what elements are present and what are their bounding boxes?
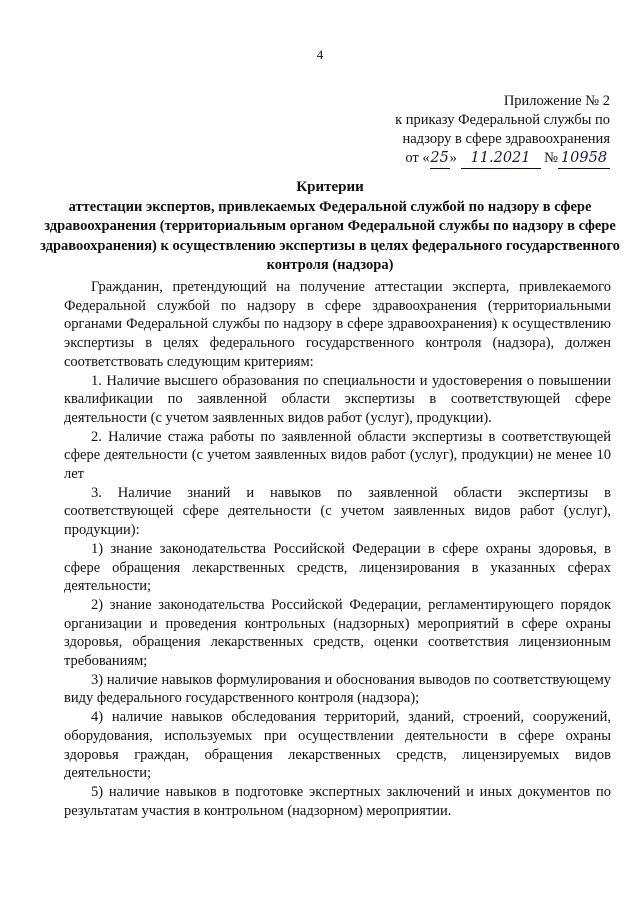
paragraph-subitem-2: 2) знание законодательства Российской Федерации, регламентирующего порядок организации и проведения контрольных (надзорных) мероприятий в сфере охраны здоровья, обращения лекарственных средств, оценки соответствия лицензионным требованиям; bbox=[64, 596, 611, 670]
date-prefix: от « bbox=[405, 150, 430, 166]
paragraph-criterion-3: 3. Наличие знаний и навыков по заявленной области экспертизы в соответствующей сфере деятельности (с учетом заявленных видов работ (услуг), продукции): bbox=[64, 484, 611, 539]
paragraph-criterion-1: 1. Наличие высшего образования по специальности и удостоверения о повышении квалификации по заявленной области экспертизы в соответствующей сфере деятельности (с учетом заявленных видов работ (услуг), продукции). bbox=[64, 372, 611, 426]
heading-subtitle: аттестации экспертов, привлекаемых Федеральной службой по надзору в сфере здравоохранения (территориальным органом Федеральной службы по надзору в сфере здравоохранения) к осуществлению экспертизы в целях федерального государственного контроля (надзора) bbox=[40, 198, 620, 273]
date-mid: » bbox=[449, 150, 457, 166]
document-heading bbox=[40, 178, 620, 276]
document-body bbox=[64, 278, 611, 820]
appendix-block bbox=[360, 92, 610, 169]
handwritten-month-year: 11.2021 bbox=[461, 149, 541, 169]
number-label: № bbox=[544, 150, 558, 166]
appendix-line-2: надзору в сфере здравоохранения bbox=[402, 131, 610, 147]
paragraph-subitem-5: 5) наличие навыков в подготовке экспертных заключений и иных документов по результатам участия в контрольном (надзорном) мероприятии. bbox=[64, 783, 611, 819]
handwritten-order-number: 10958 bbox=[558, 149, 610, 169]
page-number: 4 bbox=[316, 47, 324, 62]
appendix-line-1: к приказу Федеральной службы по bbox=[395, 112, 610, 128]
appendix-date-line bbox=[360, 149, 610, 169]
handwritten-day: 25 bbox=[430, 149, 450, 169]
paragraph-intro: Гражданин, претендующий на получение аттестации эксперта, привлекаемого Федеральной службой по надзору в сфере здравоохранения (территориальными органами Федеральной службы по надзору в сфере здравоохранения) к осуществлению экспертизы в целях федерального государственного контроля (надзора), должен соответствовать следующим критериям: bbox=[64, 279, 611, 370]
paragraph-criterion-2: 2. Наличие стажа работы по заявленной области экспертизы в соответствующей сфере деятельности (с учетом заявленных видов работ (услуг), продукции) не менее 10 лет bbox=[64, 428, 611, 483]
paragraph-subitem-3: 3) наличие навыков формулирования и обоснования выводов по соответствующему виду федерального государственного контроля (надзора); bbox=[64, 671, 611, 707]
heading-title: Критерии bbox=[296, 179, 364, 195]
paragraph-subitem-1: 1) знание законодательства Российской Федерации в сфере охраны здоровья, в сфере обращения лекарственных средств, лицензирования в указанных сферах деятельности; bbox=[64, 540, 611, 595]
appendix-title: Приложение № 2 bbox=[503, 93, 610, 109]
paragraph-subitem-4: 4) наличие навыков обследования территорий, зданий, строений, сооружений, оборудования, используемых при осуществлении деятельности в сфере охраны здоровья граждан, обращения лекарственных средств, лицензируемых видов деятельности; bbox=[64, 709, 611, 782]
